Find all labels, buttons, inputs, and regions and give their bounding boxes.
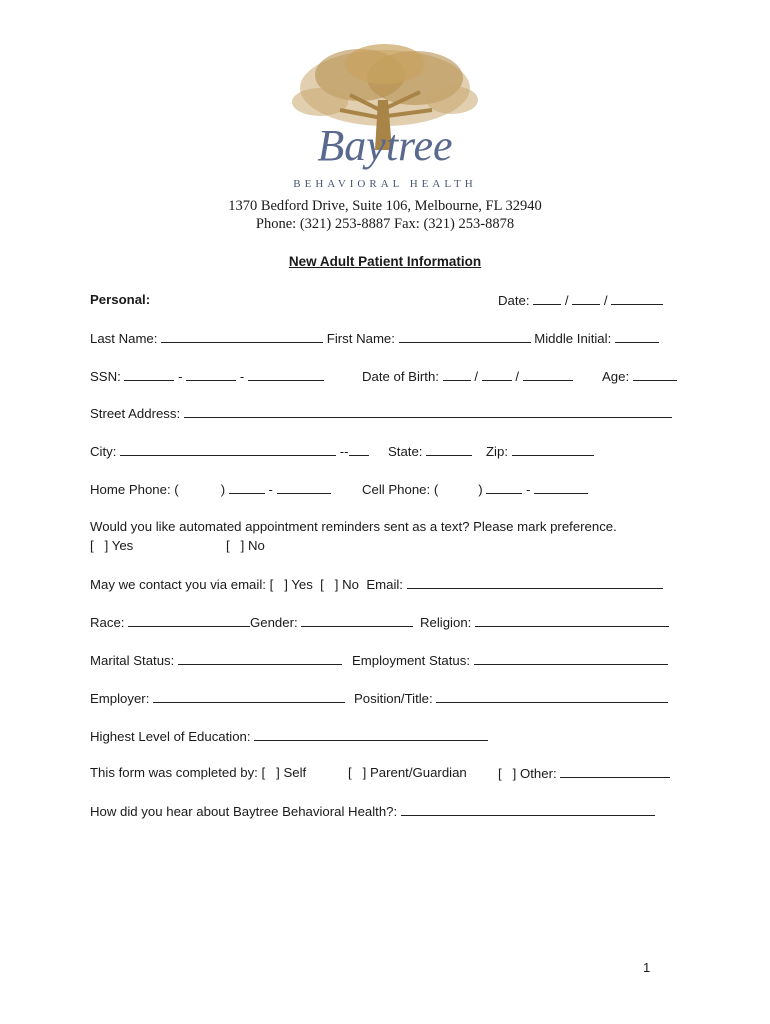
dob-field[interactable]: Date of Birth: / / [362,368,573,385]
religion-field[interactable]: Religion: [420,614,669,631]
baytree-logo [280,40,490,200]
brand-subtitle: BEHAVIORAL HEALTH [293,178,477,190]
ssn-field[interactable]: SSN: - - [90,368,324,385]
reminder-yes-checkbox[interactable]: [ ] Yes [90,538,134,553]
form-title: New Adult Patient Information [288,254,482,269]
middle-initial-field[interactable]: Middle Initial: [534,331,659,346]
brand-name: Baytree [317,121,453,170]
page-number: 1 [643,960,651,975]
first-name-field[interactable]: First Name: [327,331,531,346]
referral-source-field[interactable]: How did you hear about Baytree Behavioral Health?: [90,803,655,820]
city-field[interactable]: City: -- [90,443,369,460]
completed-by-other-field[interactable]: [ ] Other: [498,765,670,782]
name-row [90,330,659,347]
reminder-no-checkbox[interactable]: [ ] No [226,538,265,553]
employer-field[interactable]: Employer: [90,690,345,707]
date-field[interactable]: Date: / / [498,292,663,309]
email-field[interactable]: May we contact you via email: [ ] Yes [ ] No Email: [90,576,663,593]
zip-field[interactable]: Zip: [486,443,594,460]
education-field[interactable]: Highest Level of Education: [90,728,488,745]
employment-status-field[interactable]: Employment Status: [352,652,668,669]
age-field[interactable]: Age: [602,368,677,385]
personal-heading: Personal: [90,292,151,307]
clinic-address: 1370 Bedford Drive, Suite 106, Melbourne, FL 32940 [228,198,542,214]
last-name-field[interactable]: Last Name: [90,331,323,346]
completed-by-parent-checkbox[interactable]: [ ] Parent/Guardian [348,765,467,780]
marital-status-field[interactable]: Marital Status: [90,652,342,669]
reminder-question: Would you like automated appointment reminders sent as a text? Please mark preference. [90,519,617,534]
race-field[interactable]: Race: [90,614,250,631]
street-address-field[interactable]: Street Address: [90,405,672,422]
home-phone-field[interactable]: Home Phone: ( ) - [90,481,331,498]
clinic-phone-fax: Phone: (321) 253-8887 Fax: (321) 253-8878 [255,216,515,232]
cell-phone-field[interactable]: Cell Phone: ( ) - [362,481,588,498]
completed-by-self-checkbox[interactable]: This form was completed by: [ ] Self [90,765,307,780]
gender-field[interactable]: Gender: [250,614,413,631]
position-title-field[interactable]: Position/Title: [354,690,668,707]
state-field[interactable]: State: [388,443,472,460]
